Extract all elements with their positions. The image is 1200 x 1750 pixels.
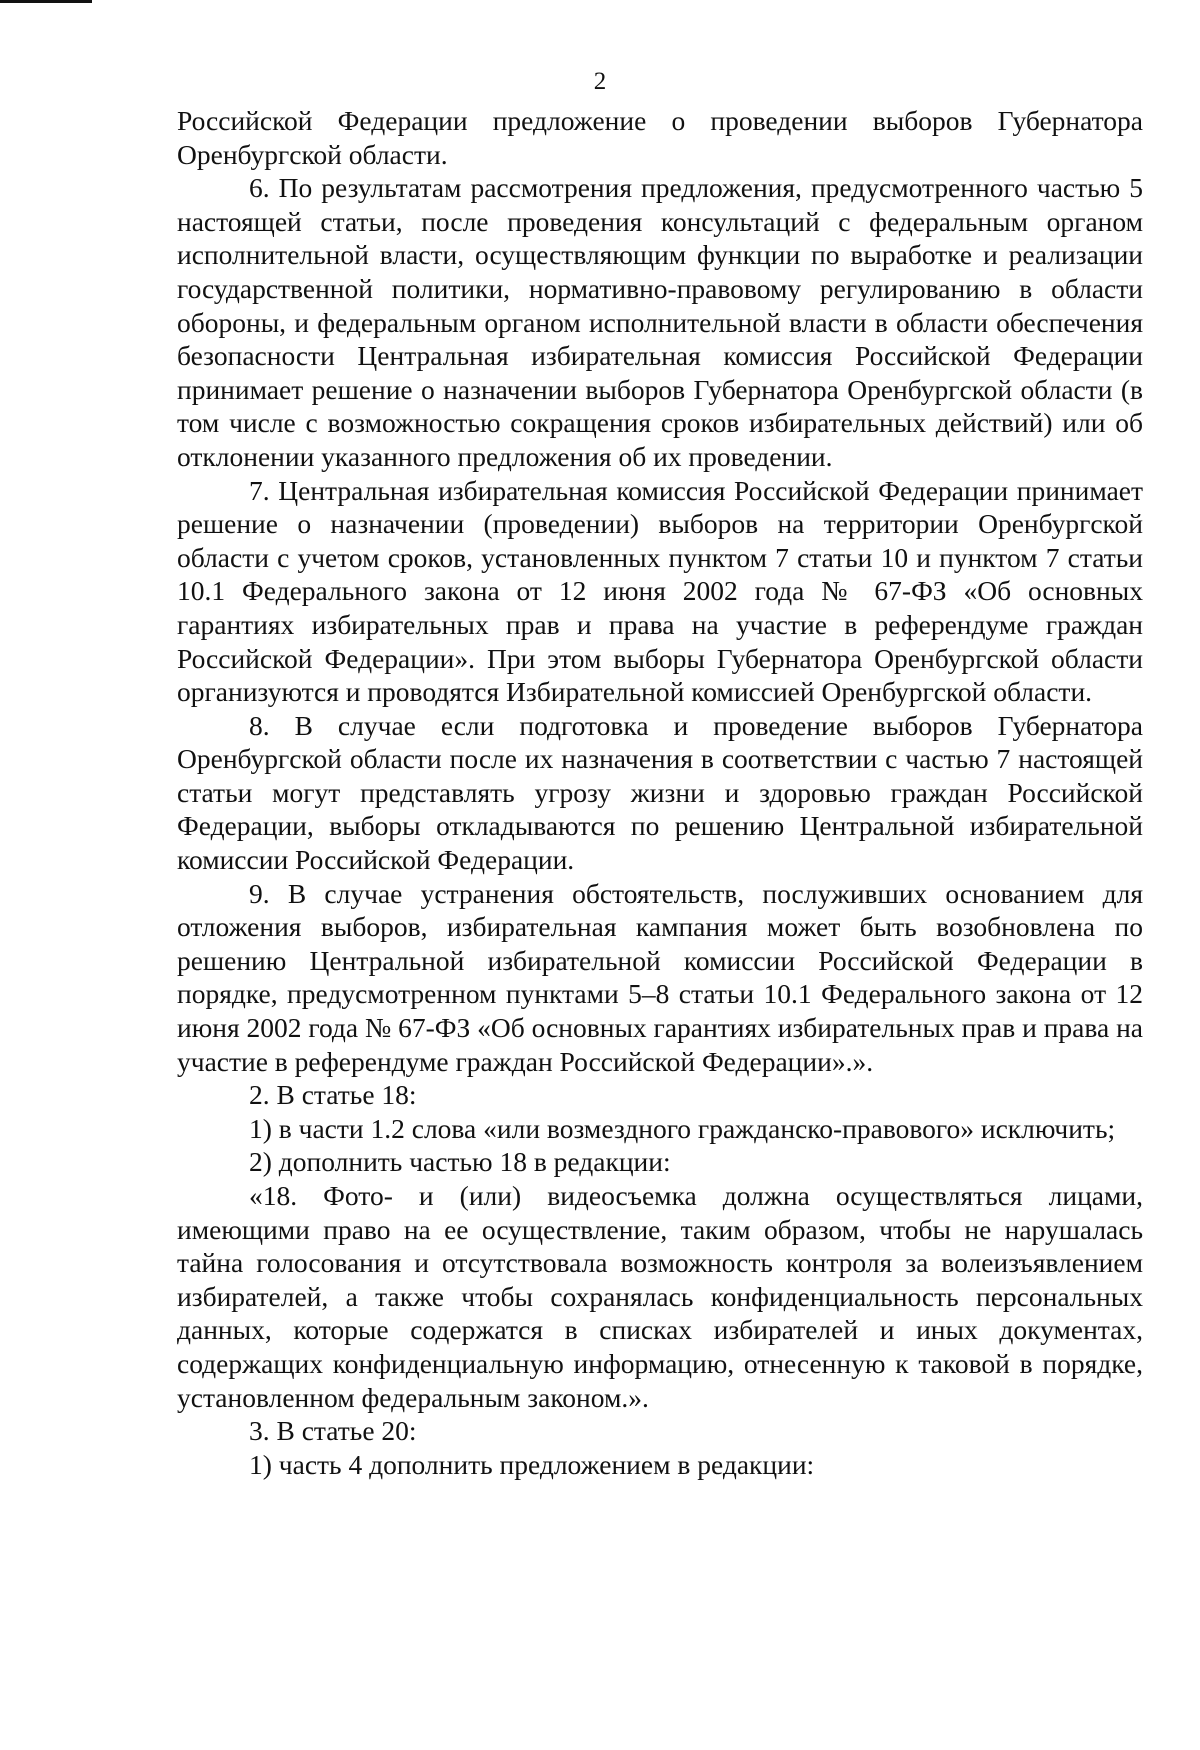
scan-edge-mark	[0, 0, 92, 3]
paragraph: Российской Федерации предложение о проведении выборов Губернатора Оренбургской области.	[177, 105, 1143, 170]
paragraph-item-9: 9. В случае устранения обстоятельств, послуживших основанием для отложения выборов, избирательная кампания может быть возобновлена по решению Центральной избирательной комиссии Российской Федерации в порядке, предусмотренном пунктами 5–8 статьи 10.1 Федерального закона от 12 июня 2002 года № 67-ФЗ «Об основных гарантиях избирательных прав и права на участие в референдуме граждан Российской Федерации».».	[177, 877, 1143, 1077]
paragraph-item-7: 7. Центральная избирательная комиссия Российской Федерации принимает решение о назначении (проведении) выборов на территории Оренбургской области с учетом сроков, установленных пунктом 7 статьи 10 и пунктом 7 статьи 10.1 Федерального закона от 12 июня 2002 года № 67-ФЗ «Об основных гарантиях избирательных прав и права на участие в референдуме граждан Российской Федерации». При этом выборы Губернатора Оренбургской области организуются и проводятся Избирательной комиссией Оренбургской области.	[177, 474, 1143, 708]
paragraph-item-6: 6. По результатам рассмотрения предложения, предусмотренного частью 5 настоящей статьи, после проведения консультаций с федеральным органом исполнительной власти, осуществляющим функции по выработке и реализации государственной политики, нормативно-правовому регулированию в области обороны, и федеральным органом исполнительной власти в области обеспечения безопасности Центральная избирательная комиссия Российской Федерации принимает решение о назначении выборов Губернатора Оренбургской области (в том числе с возможностью сокращения сроков избирательных действий) или об отклонении указанного предложения об их проведении.	[177, 172, 1143, 472]
section-heading-article-18: 2. В статье 18:	[249, 1079, 417, 1111]
page-number: 2	[593, 68, 607, 95]
paragraph-subitem-1-article-20: 1) часть 4 дополнить предложением в редакции:	[249, 1448, 815, 1480]
document-body	[177, 104, 1143, 1481]
paragraph-subitem-2: 2) дополнить частью 18 в редакции:	[249, 1146, 671, 1178]
paragraph-item-8: 8. В случае если подготовка и проведение выборов Губернатора Оренбургской области после их назначения в соответствии с частью 7 настоящей статьи могут представлять угрозу жизни и здоровью граждан Российской Федерации, выборы откладываются по решению Центральной избирательной комиссии Российской Федерации.	[177, 709, 1143, 876]
paragraph-subitem-1: 1) в части 1.2 слова «или возмездного гражданско-правового» исключить;	[249, 1112, 1116, 1144]
paragraph-quoted-part-18: «18. Фото- и (или) видеосъемка должна осуществляться лицами, имеющими право на ее осуществление, таким образом, чтобы не нарушалась тайна голосования и отсутствовала возможность контроля за волеизъявлением избирателей, а также чтобы сохранялась конфиденциальность персональных данных, которые содержатся в списках избирателей и иных документах, содержащих конфиденциальную информацию, отнесенную к таковой в порядке, установленном федеральным законом.».	[177, 1180, 1143, 1413]
section-heading-article-20: 3. В статье 20:	[249, 1415, 417, 1447]
